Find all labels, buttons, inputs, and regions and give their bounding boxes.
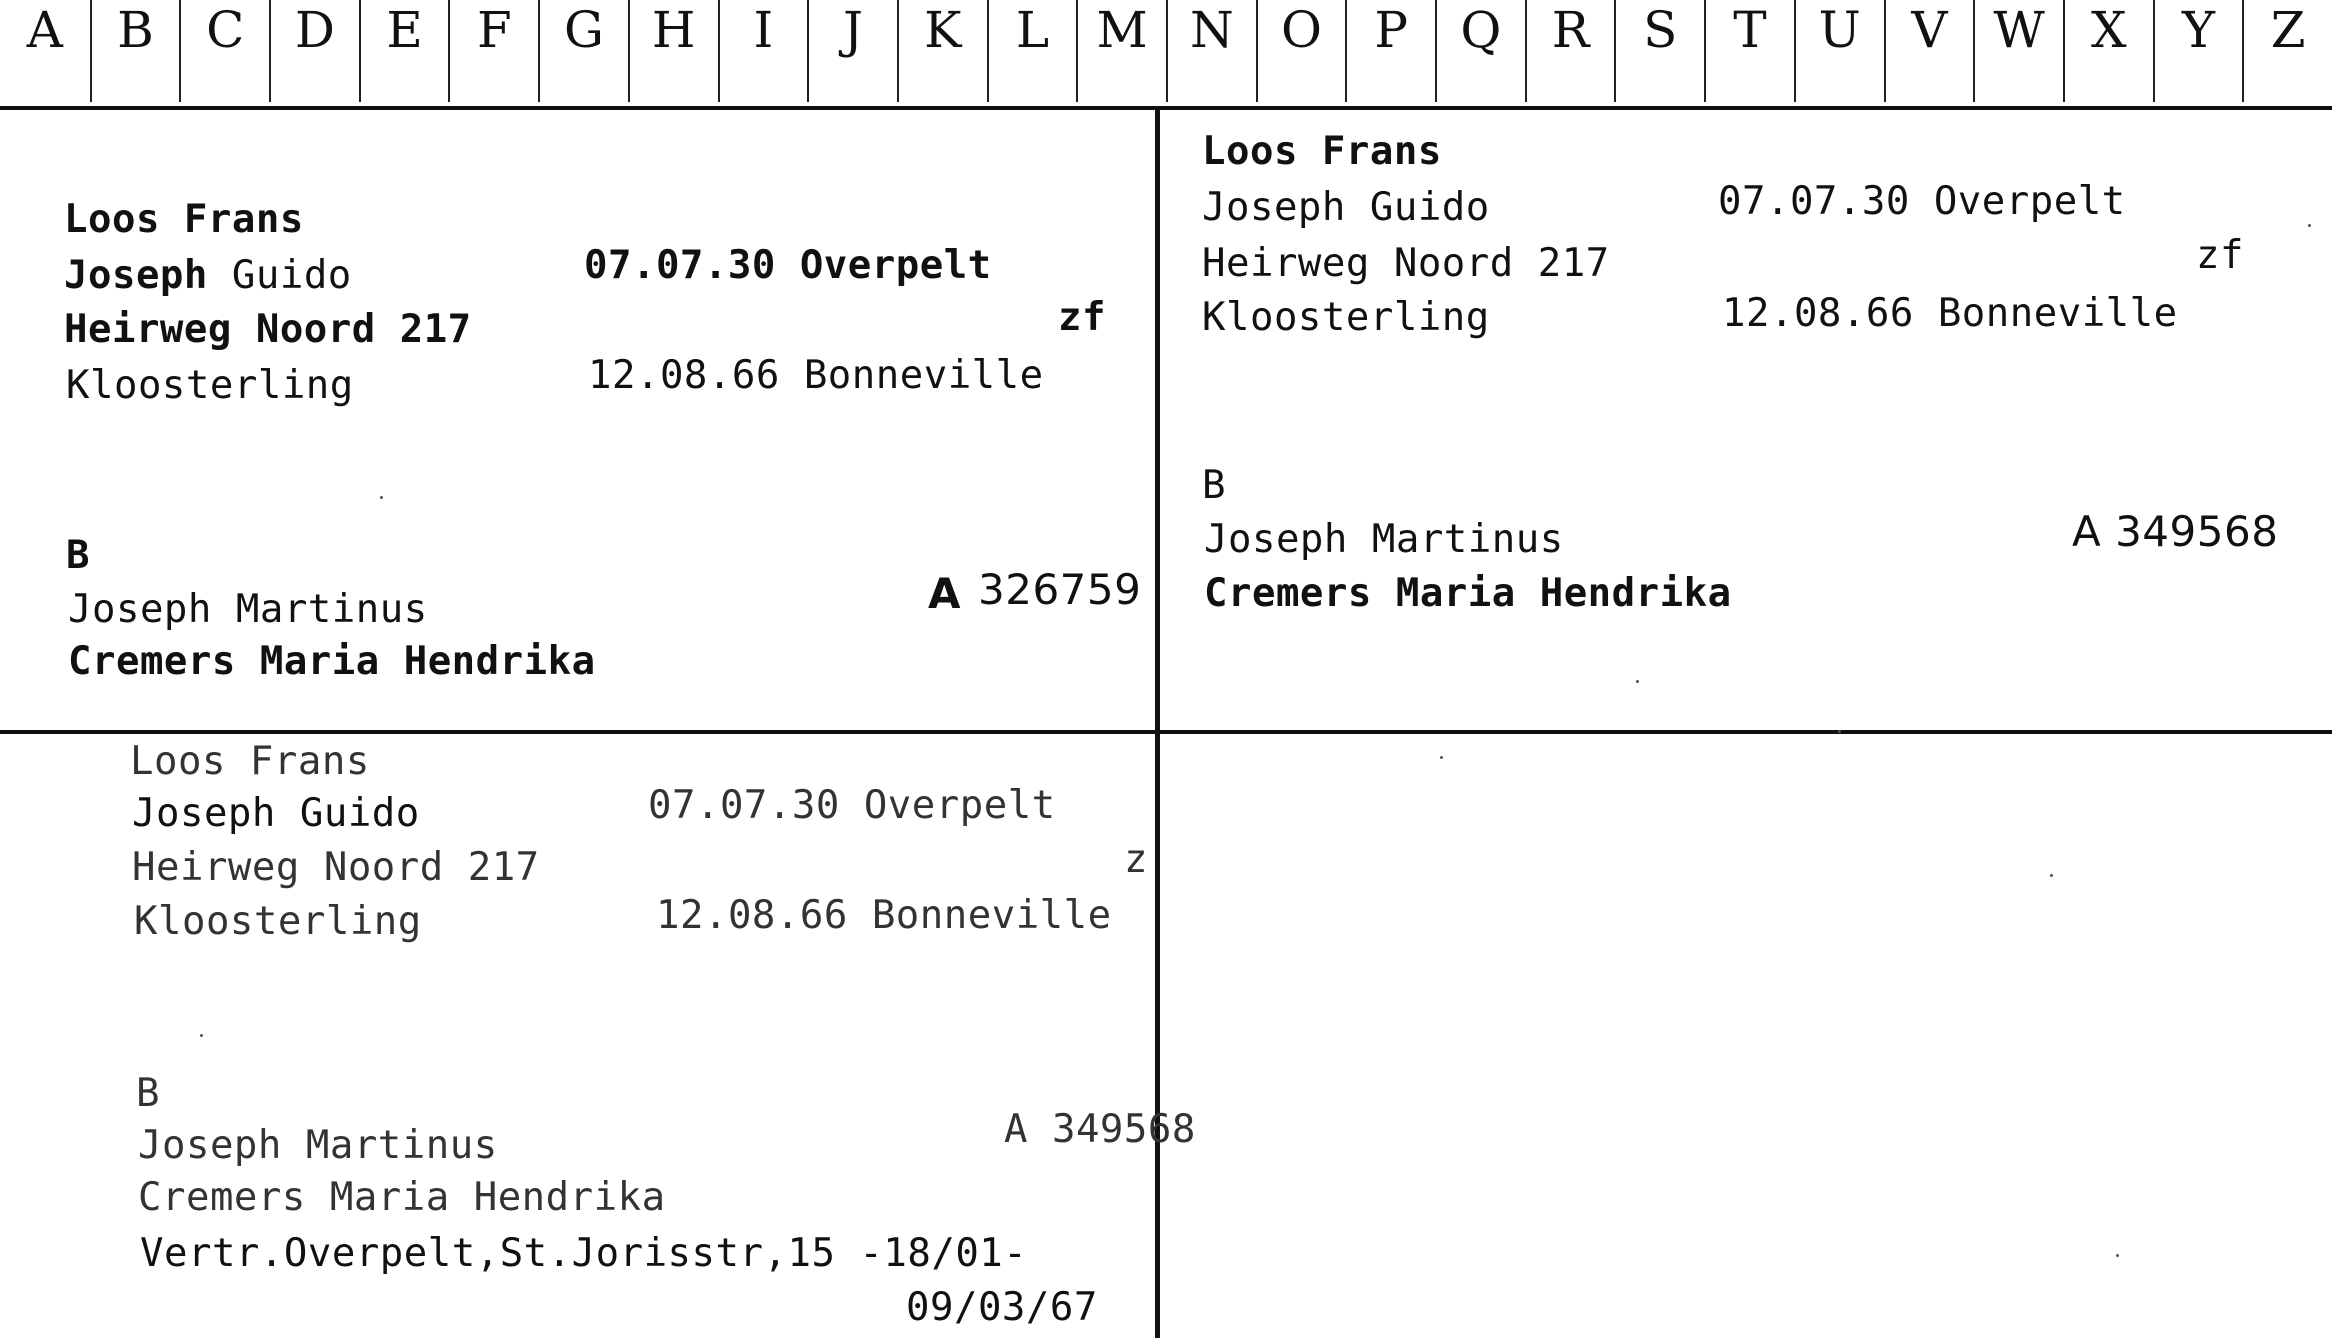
alphabet-tab-j xyxy=(807,0,897,102)
alphabet-letter: V xyxy=(1911,1,1948,59)
card-given-second: Guido xyxy=(231,253,352,298)
card-note-line-2: 09/03/67 xyxy=(906,1285,1098,1330)
card-given-names: Joseph Guido xyxy=(1202,185,1490,230)
alphabet-letter: K xyxy=(924,1,962,59)
card-birth: 07.07.30 Overpelt xyxy=(584,243,992,288)
alphabet-letter: W xyxy=(1993,1,2045,59)
alphabet-letter: N xyxy=(1189,1,1234,59)
card-number: A 349568 xyxy=(2072,507,2279,556)
alphabet-letter: J xyxy=(843,1,864,59)
alphabet-tab-i xyxy=(718,0,808,102)
card-note-line-1: Vertr.Overpelt,St.Jorisstr,15 -18/01- xyxy=(140,1231,1028,1276)
alphabet-letter: I xyxy=(753,1,774,59)
scan-speck xyxy=(200,1034,203,1037)
scan-speck xyxy=(2050,874,2053,877)
record-card-top-right xyxy=(1162,110,2332,728)
card-surname: Loos Frans xyxy=(130,739,370,784)
alphabet-tab-x xyxy=(2063,0,2153,102)
card-surname: Loos Frans xyxy=(1202,129,1442,174)
alphabet-letter: R xyxy=(1551,1,1590,59)
alphabet-letter: C xyxy=(206,1,245,59)
alphabet-letter: X xyxy=(2090,1,2127,59)
alphabet-letter: D xyxy=(294,1,335,59)
scan-speck xyxy=(2308,224,2311,227)
card-code: B xyxy=(1202,463,1226,508)
card-mother: Cremers Maria Hendrika xyxy=(1204,571,1732,616)
card-father: Joseph Martinus xyxy=(1204,517,1564,562)
card-given-names: Joseph Guido xyxy=(132,791,420,836)
alphabet-tab-z xyxy=(2242,0,2332,102)
alphabet-letter: Z xyxy=(2270,1,2306,59)
scan-speck xyxy=(2116,1254,2119,1257)
card-father: Joseph Martinus xyxy=(138,1123,498,1168)
card-address: Heirweg Noord 217 xyxy=(132,845,540,890)
alphabet-tab-u xyxy=(1794,0,1884,102)
alphabet-tab-b xyxy=(90,0,180,102)
card-mother: Cremers Maria Hendrika xyxy=(138,1175,666,1220)
alphabet-tab-p xyxy=(1345,0,1435,102)
card-code: B xyxy=(66,533,90,578)
alphabet-letter: U xyxy=(1818,1,1861,59)
alphabet-letter: A xyxy=(26,1,63,59)
card-birth: 07.07.30 Overpelt xyxy=(1718,179,2126,224)
card-given-names xyxy=(64,254,352,298)
card-municipality: Kloosterling xyxy=(66,363,354,408)
alphabet-tab-q xyxy=(1435,0,1525,102)
alphabet-tab-w xyxy=(1973,0,2063,102)
scan-speck xyxy=(380,496,383,499)
card-birth: 07.07.30 Overpelt xyxy=(648,783,1056,828)
card-municipality: Kloosterling xyxy=(1202,295,1490,340)
scan-speck xyxy=(1440,756,1443,759)
alphabet-tab-f xyxy=(448,0,538,102)
alphabet-tab-h xyxy=(628,0,718,102)
card-departure: 12.08.66 Bonneville xyxy=(656,893,1112,938)
alphabet-letter: P xyxy=(1374,1,1409,59)
alphabet-tab-m xyxy=(1076,0,1166,102)
card-number: A 349568 xyxy=(1004,1107,1196,1152)
alphabet-tab-d xyxy=(269,0,359,102)
alphabet-tab-t xyxy=(1704,0,1794,102)
alphabet-tab-s xyxy=(1614,0,1704,102)
card-given-first: Joseph xyxy=(64,253,208,298)
alphabet-tab-a xyxy=(0,0,90,102)
alphabet-letter: M xyxy=(1096,1,1148,59)
alphabet-tab-o xyxy=(1256,0,1346,102)
alphabet-tab-g xyxy=(538,0,628,102)
card-mother: Cremers Maria Hendrika xyxy=(68,639,596,684)
alphabet-tab-l xyxy=(987,0,1077,102)
alphabet-tab-r xyxy=(1525,0,1615,102)
card-municipality: Kloosterling xyxy=(134,899,422,944)
scan-speck xyxy=(1636,680,1639,683)
record-card-top-left xyxy=(0,110,1150,728)
card-mark: zf xyxy=(1058,295,1106,340)
card-address: Heirweg Noord 217 xyxy=(64,307,472,352)
alphabet-tab-k xyxy=(897,0,987,102)
alphabet-tab-y xyxy=(2153,0,2243,102)
card-address: Heirweg Noord 217 xyxy=(1202,241,1610,286)
card-divider-vertical xyxy=(1155,106,1160,1338)
alphabet-letter: Y xyxy=(2181,1,2215,59)
card-number: 326759 xyxy=(978,565,1142,614)
alphabet-letter: S xyxy=(1643,1,1678,59)
alphabet-letter: G xyxy=(564,1,604,59)
alphabet-tab-c xyxy=(179,0,269,102)
card-departure: 12.08.66 Bonneville xyxy=(1722,291,2178,336)
alphabet-letter: O xyxy=(1281,1,1323,59)
card-code: B xyxy=(136,1071,160,1116)
alphabet-tab-v xyxy=(1884,0,1974,102)
alphabet-letter: B xyxy=(117,1,154,59)
scan-speck xyxy=(1838,730,1841,733)
alphabet-letter: F xyxy=(476,1,512,59)
card-departure: 12.08.66 Bonneville xyxy=(588,353,1044,398)
card-mark: zf xyxy=(2196,233,2244,278)
card-mark: z xyxy=(1124,837,1148,882)
record-card-bottom-right-empty xyxy=(1162,734,2332,1338)
alphabet-letter: L xyxy=(1015,1,1050,59)
alphabet-tab-n xyxy=(1166,0,1256,102)
card-surname: Loos Frans xyxy=(64,197,304,242)
alphabet-index-strip xyxy=(0,0,2332,110)
alphabet-tab-e xyxy=(359,0,449,102)
alphabet-letter: E xyxy=(386,1,423,59)
card-number-prefix: A xyxy=(928,569,962,618)
alphabet-letter: H xyxy=(651,1,696,59)
alphabet-letter: Q xyxy=(1460,1,1502,59)
record-card-bottom-left xyxy=(0,734,1196,1338)
card-father: Joseph Martinus xyxy=(68,587,428,632)
alphabet-letter: T xyxy=(1733,1,1767,59)
